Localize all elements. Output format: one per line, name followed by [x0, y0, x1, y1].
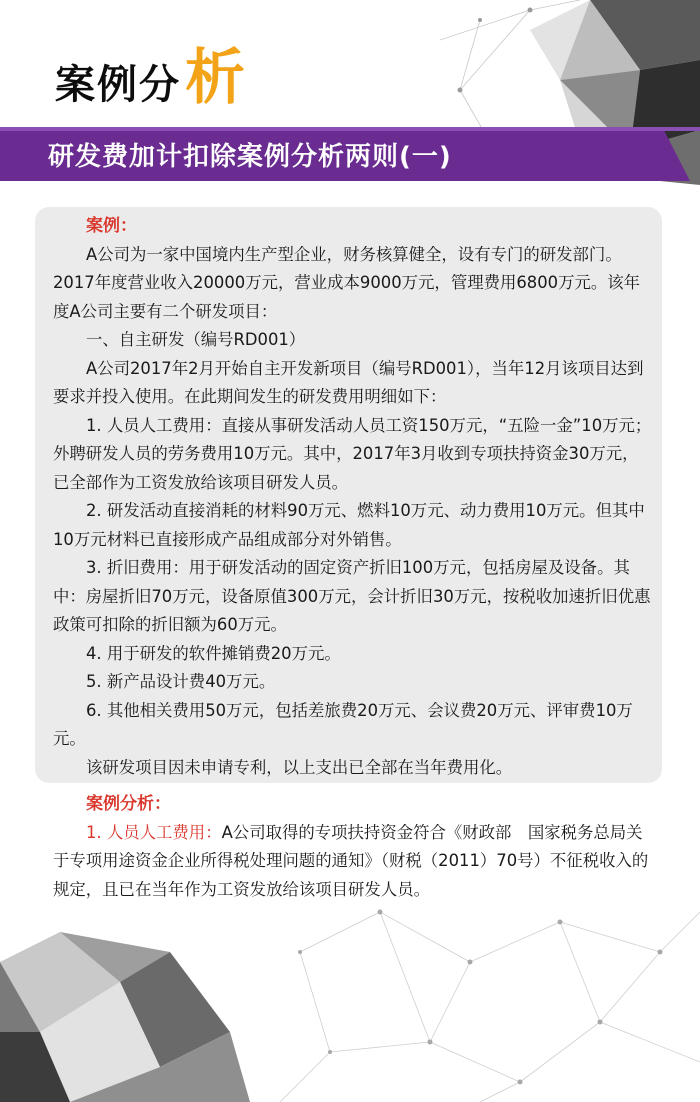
- analysis-section: [53, 790, 653, 904]
- analysis-paragraph: [53, 819, 653, 905]
- case-paragraph: 一、自主研发（编号RD001）: [86, 330, 306, 349]
- title-part2: 析: [185, 43, 247, 113]
- case-paragraph: 该研发项目因未申请专利，以上支出已全部在当年费用化。: [86, 757, 513, 777]
- case-paragraph: 2. 研发活动直接消耗的材料90万元、燃料10万元、动力费用10万元。但其中10万元材料已直接形成产品组成部分对外销售。: [53, 501, 645, 549]
- analysis-heading: 案例分析：: [86, 794, 171, 814]
- analysis-item1-label: 1. 人员人工费用：: [86, 822, 222, 842]
- banner-stripe: [0, 127, 700, 131]
- decorative-network-bottom: [0, 892, 700, 1102]
- case-paragraph: 1. 人员人工费用：直接从事研发活动人员工资150万元，“五险一金”10万元；外聘研发人员的劳务费用10万元。其中，2017年3月收到专项扶持资金30万元，已全部作为工资发放给该项目研发人员。: [53, 415, 652, 492]
- case-paragraph: 6. 其他相关费用50万元，包括差旅费20万元、会议费20万元、评审费10万元。: [53, 700, 633, 748]
- case-section: [53, 212, 653, 782]
- analysis-item1-text: A公司取得的专项扶持资金符合《财政部 国家税务总局关于专项用途资金企业所得税处理问题的通知》（财税（2011）70号）不征税收入的规定，且已在当年作为工资发放给该项目研发人员。: [53, 822, 649, 899]
- case-paragraph: A公司2017年2月开始自主开发新项目（编号RD001），当年12月该项目达到要求并投入使用。在此期间发生的研发费用明细如下：: [53, 358, 644, 406]
- banner-text: 研发费加计扣除案例分析两则(一): [48, 142, 452, 172]
- case-paragraph: 4. 用于研发的软件摊销费20万元。: [86, 643, 341, 663]
- title-part1: 案例分: [55, 62, 181, 108]
- case-paragraph: 5. 新产品设计费40万元。: [86, 672, 276, 691]
- case-paragraph: A公司为一家中国境内生产型企业，财务核算健全，设有专门的研发部门。2017年度营业收入20000万元，营业成本9000万元，管理费用6800万元。该年度A公司主要有二个研发项目：: [53, 244, 641, 321]
- case-heading: 案例：: [86, 216, 137, 236]
- page-title: [55, 43, 247, 113]
- case-paragraph: 3. 折旧费用：用于研发活动的固定资产折旧100万元，包括房屋及设备。其中：房屋折旧70万元，设备原值300万元，会计折旧30万元，按税收加速折旧优惠政策可扣除的折旧额为60万元。: [53, 558, 651, 634]
